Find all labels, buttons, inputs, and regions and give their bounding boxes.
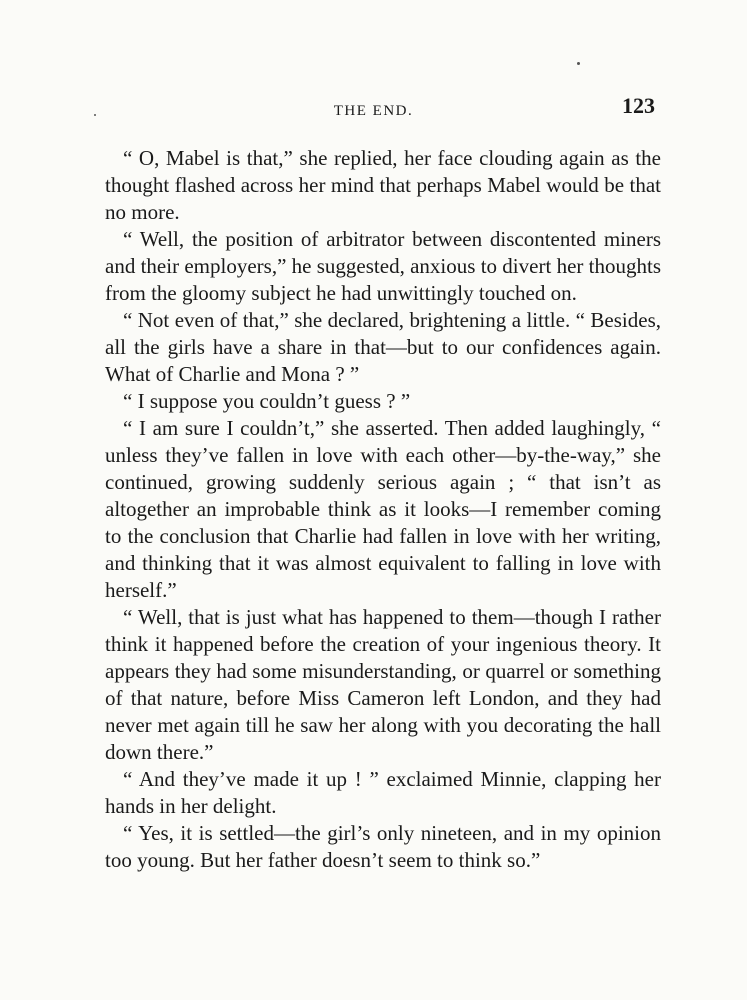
print-speck (577, 62, 580, 65)
paragraph: “ Well, that is just what has happened to them—though I rather think it happened before the creation of your ingenious theory. It appears they had some misunderstanding, or quarrel or something of that nature, before Miss Cameron left London, and they had never met again till he saw her along with you decorating the hall down there.” (105, 605, 661, 764)
paragraph: “ Not even of that,” she declared, brightening a little. “ Besides, all the girls have a share in that—but to our confidences again. What of Charlie and Mona ? ” (105, 308, 661, 386)
paragraph: “ Well, the position of arbitrator between discontented miners and their employers,” he suggested, anxious to divert her thoughts from the gloomy subject he had unwittingly touched on. (105, 227, 661, 305)
paragraph: “ I am sure I couldn’t,” she asserted. Then added laughingly, “ unless they’ve fallen in love with each other—by-the-way,” she continued, growing suddenly serious again ; “ that isn’t as altogether an improbable think as it looks—I remember coming to the conclusion that Charlie had fallen in love with her writing, and thinking that it was almost equivalent to falling in love with herself.” (105, 416, 661, 602)
paragraph: “ Yes, it is settled—the girl’s only nineteen, and in my opinion too young. But her father doesn’t seem to think so.” (105, 821, 661, 872)
paragraph: “ And they’ve made it up ! ” exclaimed Minnie, clapping her hands in her delight. (105, 767, 661, 818)
body-text (105, 145, 661, 874)
page-number: 123 (622, 93, 655, 118)
paragraph: “ O, Mabel is that,” she replied, her face clouding again as the thought flashed across her mind that perhaps Mabel would be that no more. (105, 146, 661, 224)
paragraph: “ I suppose you couldn’t guess ? ” (123, 389, 411, 413)
running-header: THE END. (333, 103, 414, 119)
